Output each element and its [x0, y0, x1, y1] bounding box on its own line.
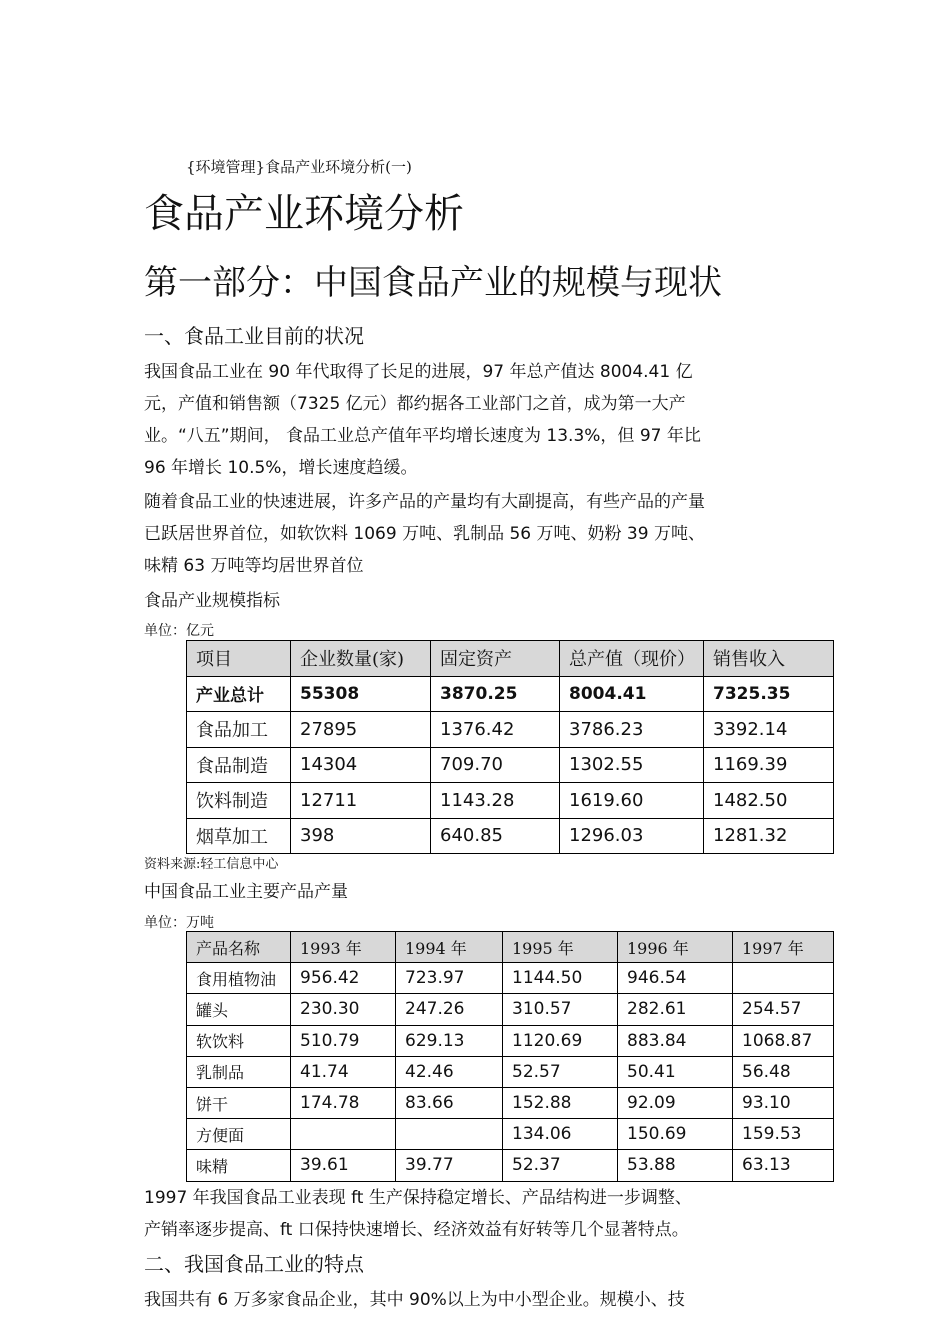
text-line: 已跃居世界首位，如软饮料 1069 万吨、乳制品 56 万吨、奶粉 39 万吨、 [144, 524, 705, 544]
table-cell: 1619.60 [560, 783, 704, 819]
table-row [187, 1119, 834, 1150]
text-line: 我国食品工业在 90 年代取得了长足的进展，97 年总产值达 8004.41 亿 [144, 362, 693, 382]
table-cell: 乳制品 [187, 1056, 291, 1087]
table-cell: 食用植物油 [187, 963, 291, 994]
table-row [187, 994, 834, 1025]
table-row [187, 783, 834, 819]
table-cell: 3870.25 [431, 676, 560, 712]
table-cell: 3786.23 [560, 712, 704, 748]
table-cell: 230.30 [291, 994, 396, 1025]
table-cell: 510.79 [291, 1025, 396, 1056]
table-cell: 7325.35 [704, 676, 834, 712]
table-cell: 254.57 [733, 994, 834, 1025]
table-cell: 12711 [291, 783, 431, 819]
table-cell: 1169.39 [704, 747, 834, 783]
table-cell: 174.78 [291, 1087, 396, 1118]
table-header-cell: 1996 年 [618, 932, 733, 963]
table-header-cell: 固定资产 [431, 641, 560, 677]
paragraph-product-output [144, 486, 804, 582]
table-cell: 150.69 [618, 1119, 733, 1150]
table-header-cell: 1997 年 [733, 932, 834, 963]
table-cell: 27895 [291, 712, 431, 748]
table-cell: 50.41 [618, 1056, 733, 1087]
table-cell: 956.42 [291, 963, 396, 994]
table-cell: 640.85 [431, 818, 560, 854]
table-header-cell: 项目 [187, 641, 291, 677]
table-cell: 946.54 [618, 963, 733, 994]
table-cell: 1068.87 [733, 1025, 834, 1056]
table-header-cell: 1995 年 [503, 932, 618, 963]
part-title: 第一部分：中国食品产业的规模与现状 [144, 263, 722, 303]
table-header-cell: 企业数量(家) [291, 641, 431, 677]
table-cell: 1296.03 [560, 818, 704, 854]
table-cell: 53.88 [618, 1150, 733, 1181]
table-cell: 产业总计 [187, 676, 291, 712]
text-line: 味精 63 万吨等均居世界首位 [144, 556, 364, 576]
table-cell: 56.48 [733, 1056, 834, 1087]
table-cell: 方便面 [187, 1119, 291, 1150]
table-cell: 709.70 [431, 747, 560, 783]
table-cell: 883.84 [618, 1025, 733, 1056]
table-cell: 食品制造 [187, 747, 291, 783]
table-cell: 723.97 [396, 963, 503, 994]
table-header-cell: 销售收入 [704, 641, 834, 677]
table-cell: 42.46 [396, 1056, 503, 1087]
table-row [187, 747, 834, 783]
table-cell: 310.57 [503, 994, 618, 1025]
table-cell: 8004.41 [560, 676, 704, 712]
table-cell: 3392.14 [704, 712, 834, 748]
document-title: 食品产业环境分析 [144, 191, 464, 237]
table-cell: 1376.42 [431, 712, 560, 748]
table-cell: 52.57 [503, 1056, 618, 1087]
scale-table-caption: 食品产业规模指标 [144, 591, 280, 611]
table-cell: 1281.32 [704, 818, 834, 854]
table-cell: 52.37 [503, 1150, 618, 1181]
table-cell: 烟草加工 [187, 818, 291, 854]
table-cell: 134.06 [503, 1119, 618, 1150]
table-row [187, 1087, 834, 1118]
text-line: 1997 年我国食品工业表现 ft 生产保持稳定增长、产品结构进一步调整、 [144, 1188, 692, 1208]
section-heading-1: 一、食品工业目前的状况 [144, 324, 364, 348]
text-line: 我国共有 6 万多家食品企业，其中 90%以上为中小型企业。规模小、技 [144, 1290, 685, 1310]
table-cell: 63.13 [733, 1150, 834, 1181]
table-cell: 282.61 [618, 994, 733, 1025]
table-cell: 39.61 [291, 1150, 396, 1181]
table-cell: 39.77 [396, 1150, 503, 1181]
table-header-cell: 总产值（现价） [560, 641, 704, 677]
product-table-caption: 中国食品工业主要产品产量 [144, 882, 348, 902]
paragraph-industry-characteristics [144, 1284, 804, 1316]
table-cell: 1302.55 [560, 747, 704, 783]
paragraph-1997-features [144, 1182, 804, 1246]
table-cell [733, 963, 834, 994]
table-cell: 14304 [291, 747, 431, 783]
table-cell: 1482.50 [704, 783, 834, 819]
table-header-row [187, 641, 834, 677]
table-row [187, 1025, 834, 1056]
table-row [187, 676, 834, 712]
table-header-row [187, 932, 834, 963]
table-cell: 629.13 [396, 1025, 503, 1056]
table-cell: 罐头 [187, 994, 291, 1025]
product-output-table [186, 931, 834, 1182]
header-note: {环境管理}食品产业环境分析(一) [186, 158, 412, 176]
table-header-cell: 1993 年 [291, 932, 396, 963]
text-line: 业。“八五”期间， 食品工业总产值年平均增长速度为 13.3%，但 97 年比 [144, 426, 701, 446]
table-cell: 1144.50 [503, 963, 618, 994]
table-cell: 41.74 [291, 1056, 396, 1087]
section-heading-2: 二、我国食品工业的特点 [144, 1252, 364, 1276]
product-table-unit: 单位：万吨 [144, 915, 214, 931]
text-line: 随着食品工业的快速进展，许多产品的产量均有大副提高，有些产品的产量 [144, 492, 705, 512]
table-cell: 93.10 [733, 1087, 834, 1118]
table-cell: 味精 [187, 1150, 291, 1181]
table-row [187, 1056, 834, 1087]
table-row [187, 1150, 834, 1181]
table-cell: 1120.69 [503, 1025, 618, 1056]
table-cell: 247.26 [396, 994, 503, 1025]
text-line: 产销率逐步提高、ft 口保持快速增长、经济效益有好转等几个显著特点。 [144, 1220, 689, 1240]
table-cell [396, 1119, 503, 1150]
text-line: 元，产值和销售额（7325 亿元）都约据各工业部门之首，成为第一大产 [144, 394, 686, 414]
table-cell: 55308 [291, 676, 431, 712]
text-line: 96 年增长 10.5%，增长速度趋缓。 [144, 458, 418, 478]
table-cell: 饮料制造 [187, 783, 291, 819]
table-cell: 159.53 [733, 1119, 834, 1150]
table-cell: 83.66 [396, 1087, 503, 1118]
table-header-cell: 1994 年 [396, 932, 503, 963]
table-cell [291, 1119, 396, 1150]
table-cell: 398 [291, 818, 431, 854]
scale-table-unit: 单位：亿元 [144, 623, 214, 639]
data-source-note: 资料来源:轻工信息中心 [144, 857, 279, 872]
table-header-cell: 产品名称 [187, 932, 291, 963]
table-row [187, 712, 834, 748]
table-cell: 92.09 [618, 1087, 733, 1118]
table-cell: 软饮料 [187, 1025, 291, 1056]
table-cell: 152.88 [503, 1087, 618, 1118]
industry-scale-table [186, 640, 834, 854]
table-cell: 饼干 [187, 1087, 291, 1118]
table-cell: 食品加工 [187, 712, 291, 748]
table-row [187, 963, 834, 994]
table-row [187, 818, 834, 854]
paragraph-industry-status [144, 356, 804, 484]
table-cell: 1143.28 [431, 783, 560, 819]
